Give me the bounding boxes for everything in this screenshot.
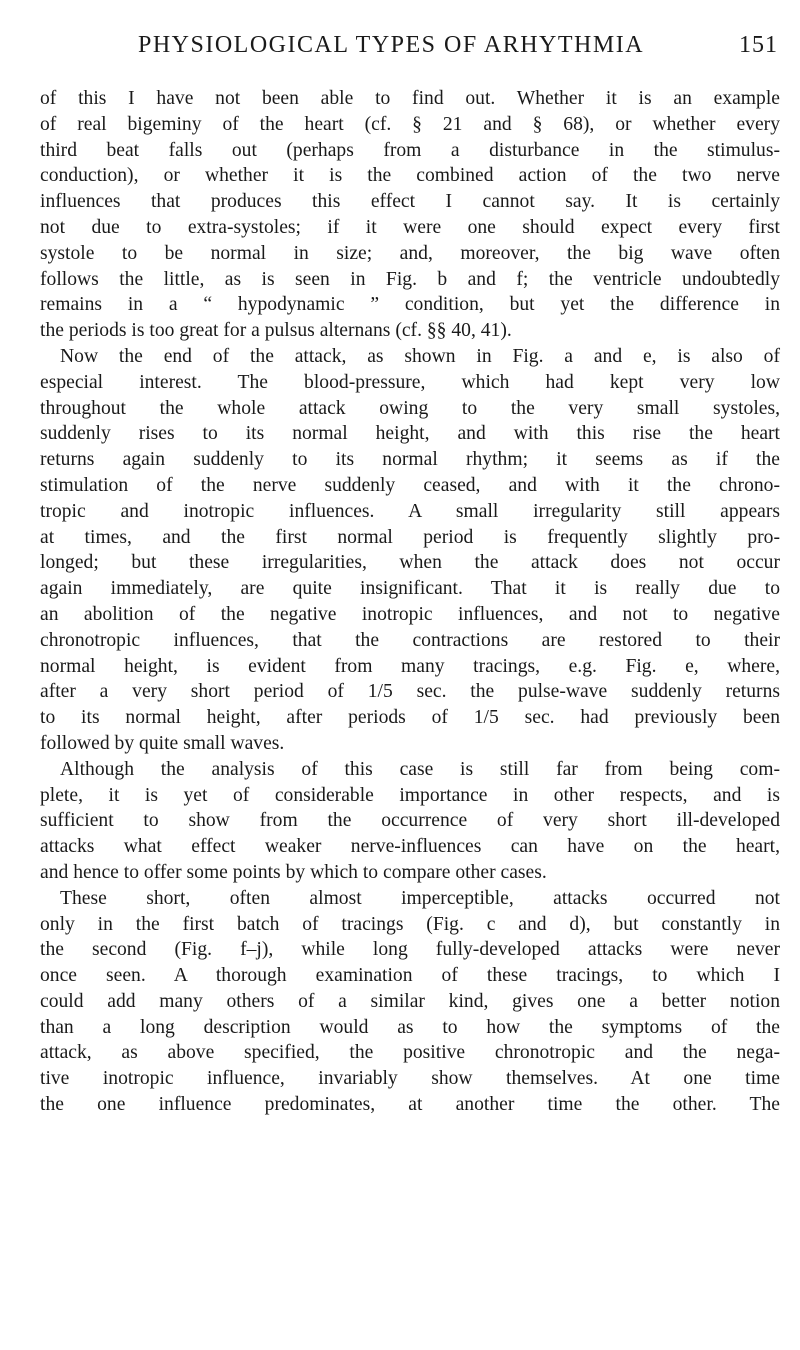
text-line: than a long description would as to how the symptoms of the bbox=[40, 1016, 780, 1038]
text-line: attack, as above specified, the positive chronotropic and the nega- bbox=[40, 1042, 780, 1064]
text-line: suddenly rises to its normal height, and with this rise the heart bbox=[40, 423, 780, 445]
text-line: again immediately, are quite insignificant. That it is really due to bbox=[40, 578, 780, 600]
text-line: returns again suddenly to its normal rhythm; it seems as if the bbox=[40, 449, 780, 471]
text-line: These short, often almost imperceptible, attacks occurred not bbox=[60, 887, 780, 909]
text-line: plete, it is yet of considerable importance in other respects, and is bbox=[40, 784, 780, 806]
text-line: followed by quite small waves. bbox=[40, 732, 285, 754]
text-line: longed; but these irregularities, when the attack does not occur bbox=[40, 552, 780, 574]
text-line: an abolition of the negative inotropic influences, and not to negative bbox=[40, 603, 780, 625]
text-line: especial interest. The blood-pressure, which had kept very low bbox=[40, 371, 780, 393]
text-line: to its normal height, after periods of 1/5 sec. had previously been bbox=[40, 707, 780, 729]
text-line: third beat falls out (perhaps from a disturbance in the stimulus- bbox=[40, 139, 780, 161]
text-line: could add many others of a similar kind, gives one a better notion bbox=[40, 990, 780, 1012]
text-line: of real bigeminy of the heart (cf. § 21 and § 68), or whether every bbox=[40, 113, 780, 135]
text-line: stimulation of the nerve suddenly ceased, and with it the chrono- bbox=[40, 474, 780, 496]
text-line: Now the end of the attack, as shown in Fig. a and e, is also of bbox=[60, 345, 780, 367]
text-line: influences that produces this effect I cannot say. It is certainly bbox=[40, 191, 780, 213]
text-line: not due to extra-systoles; if it were one should expect every first bbox=[40, 216, 780, 238]
running-title: PHYSIOLOGICAL TYPES OF ARHYTHMIA bbox=[138, 32, 645, 58]
text-line: only in the first batch of tracings (Fig. c and d), but constantly in bbox=[40, 913, 780, 935]
text-line: conduction), or whether it is the combined action of the two nerve bbox=[40, 165, 780, 187]
text-line: sufficient to show from the occurrence of very short ill-developed bbox=[40, 810, 780, 832]
text-line: chronotropic influences, that the contractions are restored to their bbox=[40, 629, 780, 651]
text-line: Although the analysis of this case is still far from being com- bbox=[60, 758, 780, 780]
page-header bbox=[138, 32, 778, 62]
text-line: remains in a “ hypodynamic ” condition, but yet the difference in bbox=[40, 294, 780, 316]
text-line: tropic and inotropic influences. A small irregularity still appears bbox=[40, 500, 780, 522]
text-line: attacks what effect weaker nerve-influences can have on the heart, bbox=[40, 836, 780, 858]
text-line: at times, and the first normal period is frequently slightly pro- bbox=[40, 526, 780, 548]
body-text bbox=[40, 86, 780, 1118]
text-line: and hence to offer some points by which to compare other cases. bbox=[40, 861, 547, 883]
text-line: after a very short period of 1/5 sec. the pulse-wave suddenly returns bbox=[40, 681, 780, 703]
text-line: throughout the whole attack owing to the very small systoles, bbox=[40, 397, 780, 419]
text-line: normal height, is evident from many tracings, e.g. Fig. e, where, bbox=[40, 655, 780, 677]
text-line: follows the little, as is seen in Fig. b and f; the ventricle undoubtedly bbox=[40, 268, 780, 290]
text-line: the one influence predominates, at another time the other. The bbox=[40, 1094, 780, 1116]
page-number: 151 bbox=[739, 32, 778, 58]
text-line: of this I have not been able to find out. Whether it is an example bbox=[40, 88, 780, 109]
text-line: tive inotropic influence, invariably show themselves. At one time bbox=[40, 1068, 780, 1090]
text-line: the periods is too great for a pulsus alternans (cf. §§ 40, 41). bbox=[40, 320, 512, 342]
text-line: once seen. A thorough examination of these tracings, to which I bbox=[40, 965, 780, 987]
text-line: systole to be normal in size; and, moreover, the big wave often bbox=[40, 242, 780, 264]
text-line: the second (Fig. f–j), while long fully-developed attacks were never bbox=[40, 939, 780, 961]
